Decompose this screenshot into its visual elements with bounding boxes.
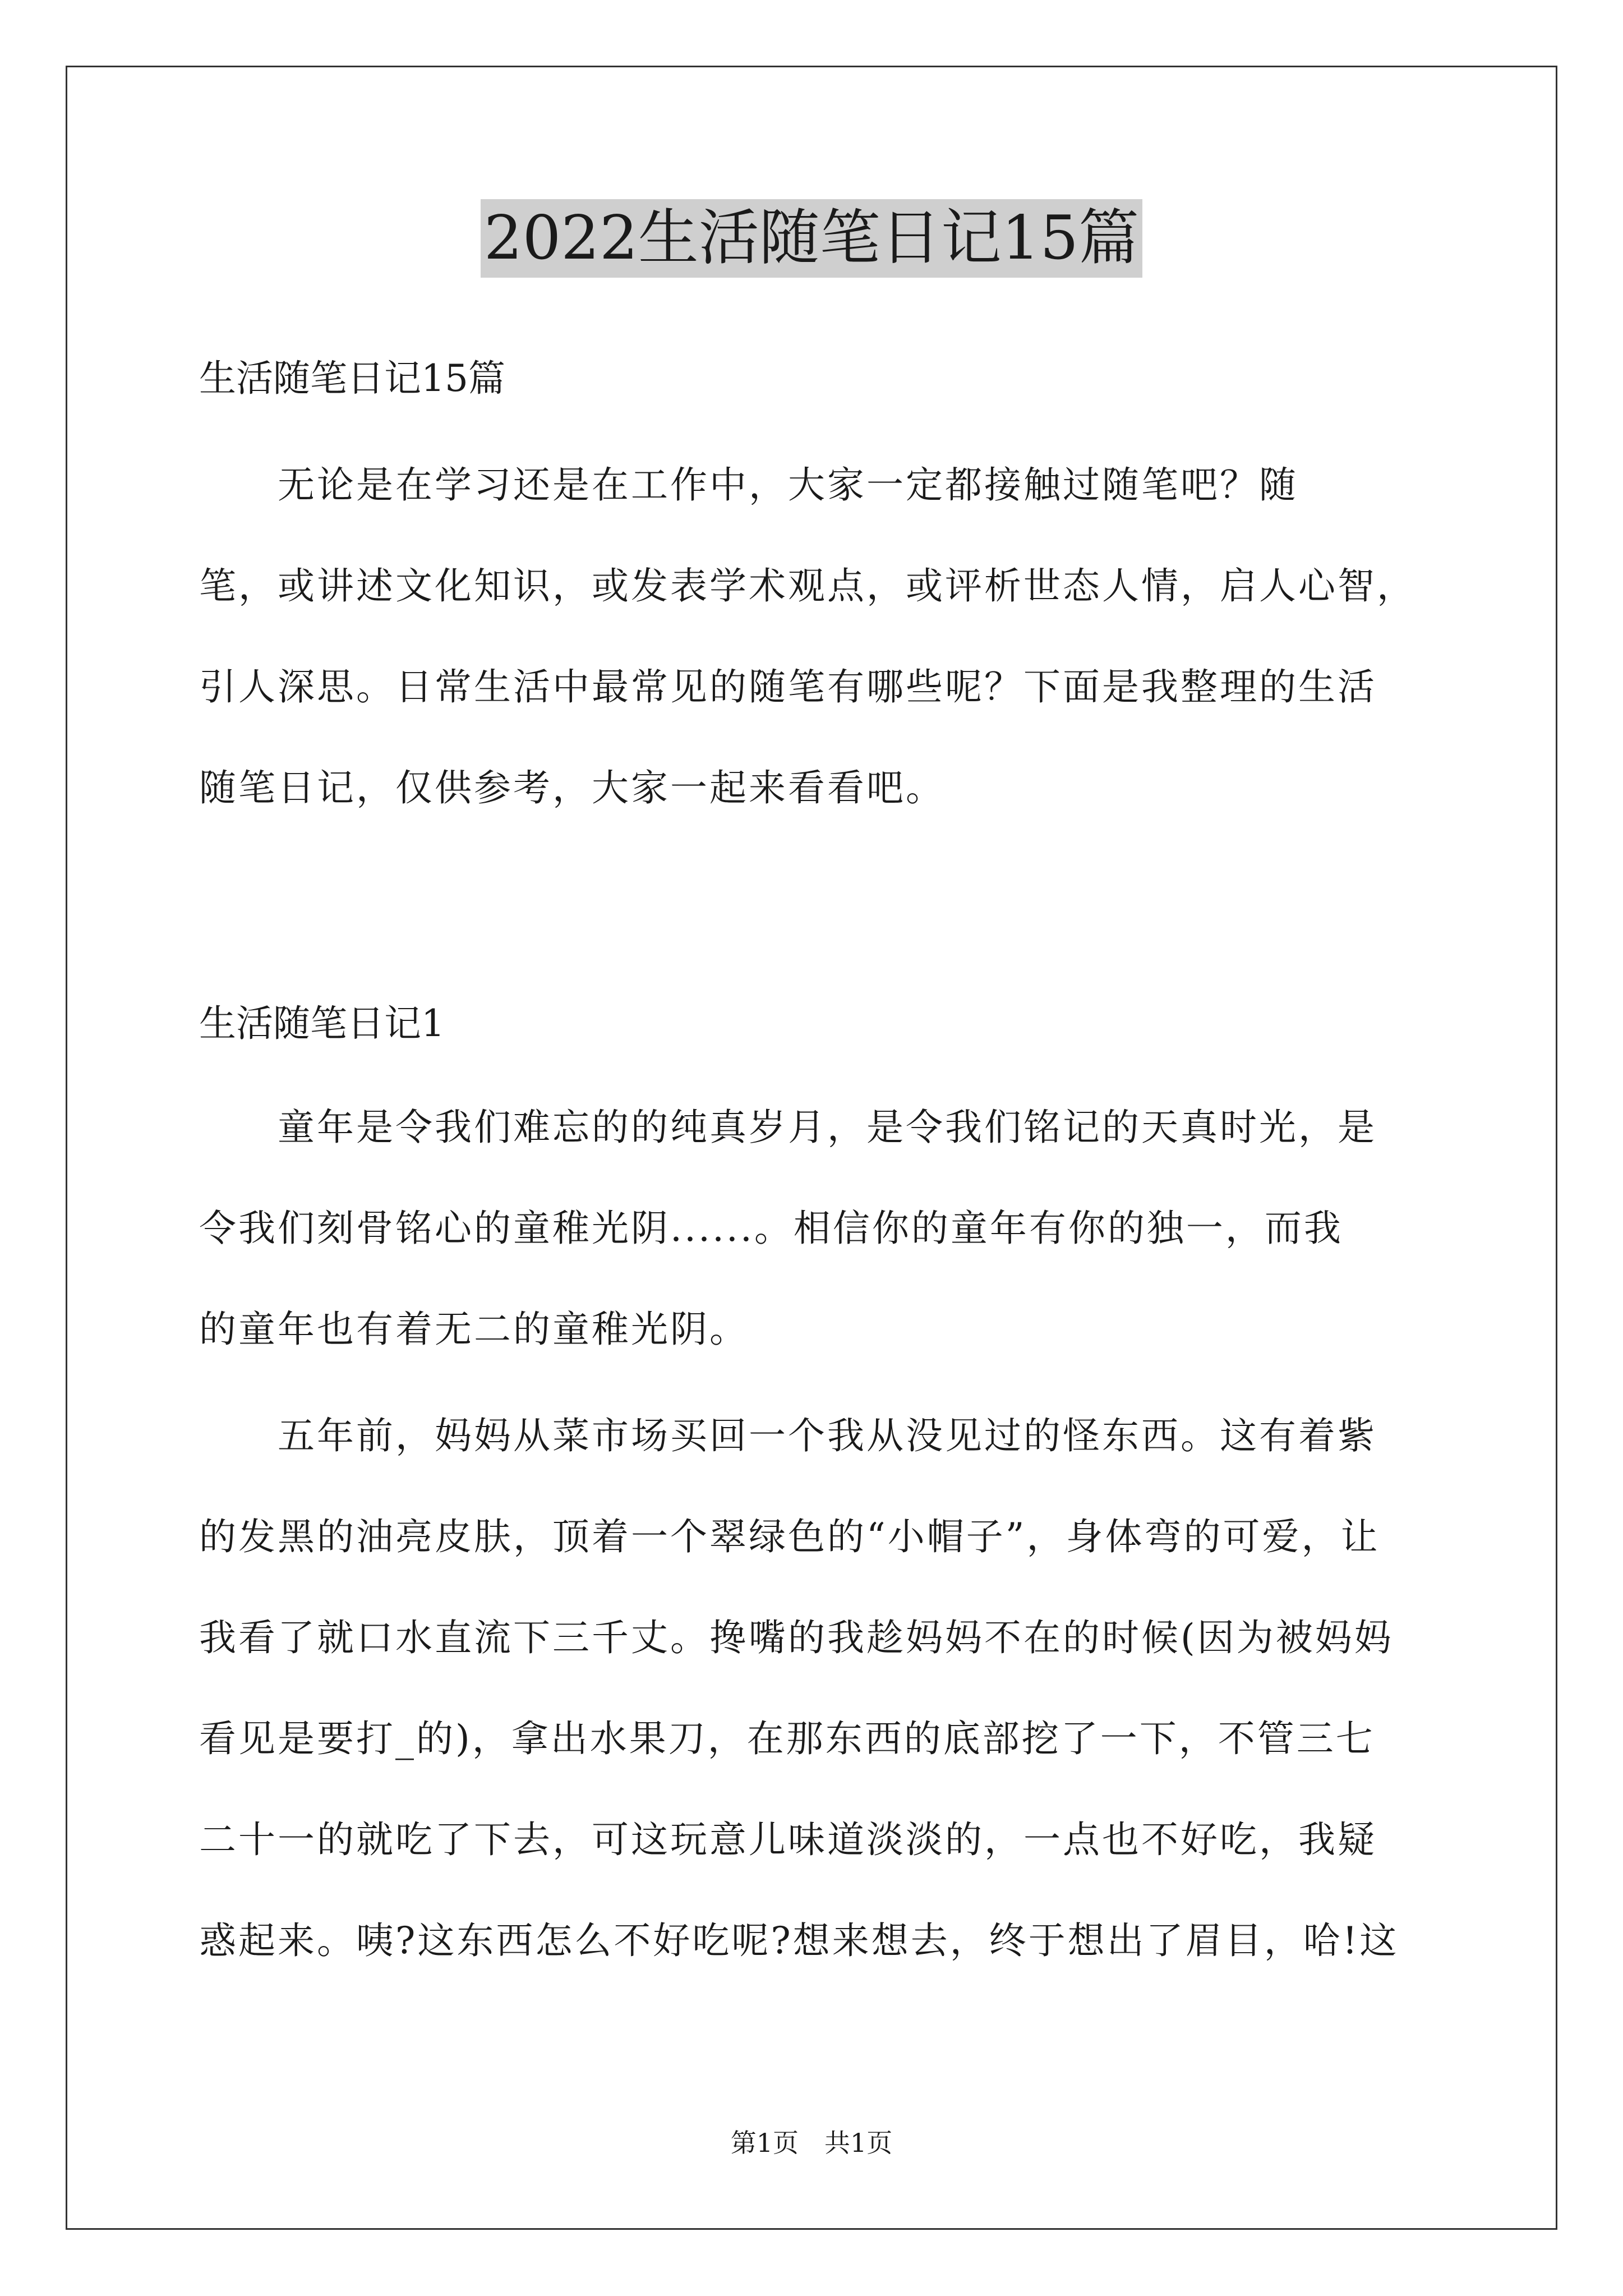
title-container [0, 199, 1623, 278]
intro-line: 随笔日记，仅供参考，大家一起来看看吧。 [199, 766, 945, 809]
section-heading: 生活随笔日记1 [199, 1002, 445, 1045]
body-line: 的发黑的油亮皮肤，顶着一个翠绿色的“小帽子”，身体弯的可爱，让 [199, 1515, 1380, 1558]
intro-line: 无论是在学习还是在工作中，大家一定都接触过随笔吧？随 [199, 463, 1298, 507]
intro-line: 引人深思。日常生活中最常见的随笔有哪些呢？下面是我整理的生活 [199, 665, 1377, 708]
body-line: 令我们刻骨铭心的童稚光阴......。相信你的童年有你的独一，而我 [199, 1207, 1343, 1250]
body-line: 的童年也有着无二的童稚光阴。 [199, 1308, 749, 1351]
body-line: 五年前，妈妈从菜市场买回一个我从没见过的怪东西。这有着紫 [199, 1414, 1377, 1457]
body-line: 惑起来。咦?这东西怎么不好吃呢?想来想去，终于想出了眉目，哈!这 [199, 1919, 1399, 1962]
page-footer: 第1页 共1页 [730, 2128, 893, 2158]
document-title: 2022生活随笔日记15篇 [481, 199, 1142, 278]
body-line: 我看了就口水直流下三千丈。搀嘴的我趁妈妈不在的时候(因为被妈妈 [199, 1616, 1394, 1659]
body-line: 看见是要打_的)，拿出水果刀，在那东西的底部挖了一下，不管三七 [199, 1717, 1375, 1760]
body-line: 二十一的就吃了下去，可这玩意儿味道淡淡的，一点也不好吃，我疑 [199, 1818, 1377, 1861]
intro-line: 笔，或讲述文化知识，或发表学术观点，或评析世态人情，启人心智， [199, 564, 1416, 608]
document-subtitle: 生活随笔日记15篇 [199, 357, 505, 400]
body-line: 童年是令我们难忘的的纯真岁月，是令我们铭记的天真时光，是 [199, 1106, 1377, 1149]
